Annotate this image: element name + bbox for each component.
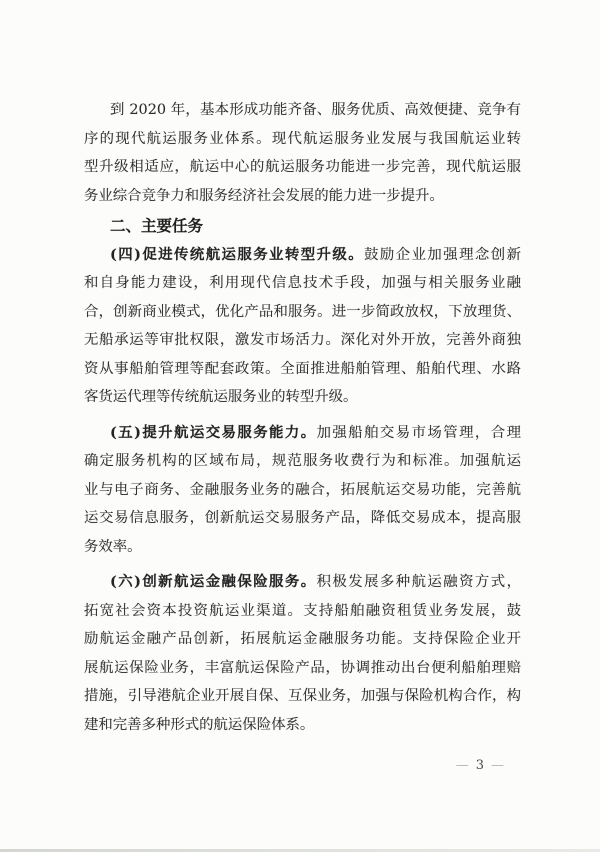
- text-line: [84, 625, 521, 654]
- line-text: 业与电子商务、金融服务业务的融合，拓展航运交易功能，完善航: [84, 481, 521, 498]
- heading-main-tasks: [84, 212, 521, 241]
- document-body: [84, 96, 521, 739]
- text-line: [84, 298, 521, 327]
- text-line: [84, 476, 521, 505]
- line-text: 型升级相适应，航运中心的航运服务功能进一步完善，现代航运服: [84, 159, 521, 175]
- text-line: [84, 597, 521, 626]
- line-text: 资从事船舶管理等配套政策。全面推进船舶管理、船舶代理、水路: [84, 360, 521, 377]
- text-line: [84, 241, 521, 270]
- text-line: [84, 383, 521, 412]
- text-line: [84, 355, 521, 384]
- line-text: 建和完善多种形式的航运保险体系。: [84, 716, 315, 733]
- page-number: [449, 758, 511, 774]
- section-title: (五)提升航运交易服务能力。: [110, 423, 317, 441]
- line-text: 务效率。: [84, 538, 142, 555]
- line-text: 确定服务机构的区域布局，规范服务收费行为和标准。加强航运: [84, 453, 521, 469]
- text-line: [84, 153, 521, 182]
- para-item-6-shipping-finance-insurance: [84, 568, 521, 739]
- text-line: [84, 711, 521, 740]
- line-text: 客货运代理等传统航运服务业的转型升级。: [84, 389, 358, 405]
- page-number-value: 3: [475, 758, 484, 773]
- page-number-dash-right: —: [491, 758, 504, 773]
- line-text: 到 2020 年，基本形成功能齐备、服务优质、高效便捷、竞争有: [110, 102, 521, 118]
- line-text: 和自身能力建设，利用现代信息技术手段，加强与相关服务业融: [84, 275, 521, 291]
- line-text: 序的现代航运服务业体系。现代航运服务业发展与我国航运业转: [84, 130, 521, 147]
- text-line: [84, 654, 521, 683]
- line-text: 无船承运等审批权限，激发市场活力。深化对外开放，完善外商独: [84, 332, 521, 348]
- line-text: 务业综合竞争力和服务经济社会发展的能力进一步提升。: [84, 187, 444, 204]
- heading-line: [84, 212, 521, 241]
- section-title: (六)创新航运金融保险服务。: [110, 573, 317, 590]
- line-text: 拓宽社会资本投资航运业渠道。支持船舶融资租赁业务发展，鼓: [84, 602, 521, 619]
- page-number-dash-left: —: [455, 758, 469, 773]
- text-line: [84, 568, 521, 597]
- text-line: [84, 326, 521, 355]
- line-text: 加强船舶交易市场管理，合理: [316, 424, 521, 441]
- line-text: 措施，引导港航企业开展自保、互保业务，加强与保险机构合作，构: [84, 688, 521, 704]
- section-title: (四)促进传统航运服务业转型升级。: [110, 245, 365, 263]
- text-line: [84, 419, 521, 448]
- text-line: [84, 447, 521, 476]
- text-line: [84, 182, 521, 211]
- line-text: 积极发展多种航运融资方式，: [316, 574, 521, 590]
- line-text: 励航运金融产品创新，拓展航运金融服务功能。支持保险企业开: [84, 631, 521, 647]
- text-line: [84, 125, 521, 154]
- para-item-4-traditional-shipping-services: [84, 241, 521, 412]
- line-text: 二、主要任务: [110, 217, 204, 235]
- line-text: 合，创新商业模式，优化产品和服务。进一步简政放权，下放理货、: [84, 303, 521, 320]
- text-line: [84, 269, 521, 298]
- text-line: [84, 96, 521, 125]
- line-text: 鼓励企业加强理念创新: [364, 246, 521, 263]
- para-overview-2020: [84, 96, 521, 210]
- text-line: [84, 504, 521, 533]
- line-text: 运交易信息服务，创新航运交易服务产品，降低交易成本，提高服: [84, 510, 521, 526]
- line-text: 展航运保险业务，丰富航运保险产品，协调推动出台便利船舶理赔: [84, 659, 521, 676]
- text-line: [84, 533, 521, 562]
- text-line: [84, 682, 521, 711]
- para-item-5-shipping-exchange-services: [84, 419, 521, 562]
